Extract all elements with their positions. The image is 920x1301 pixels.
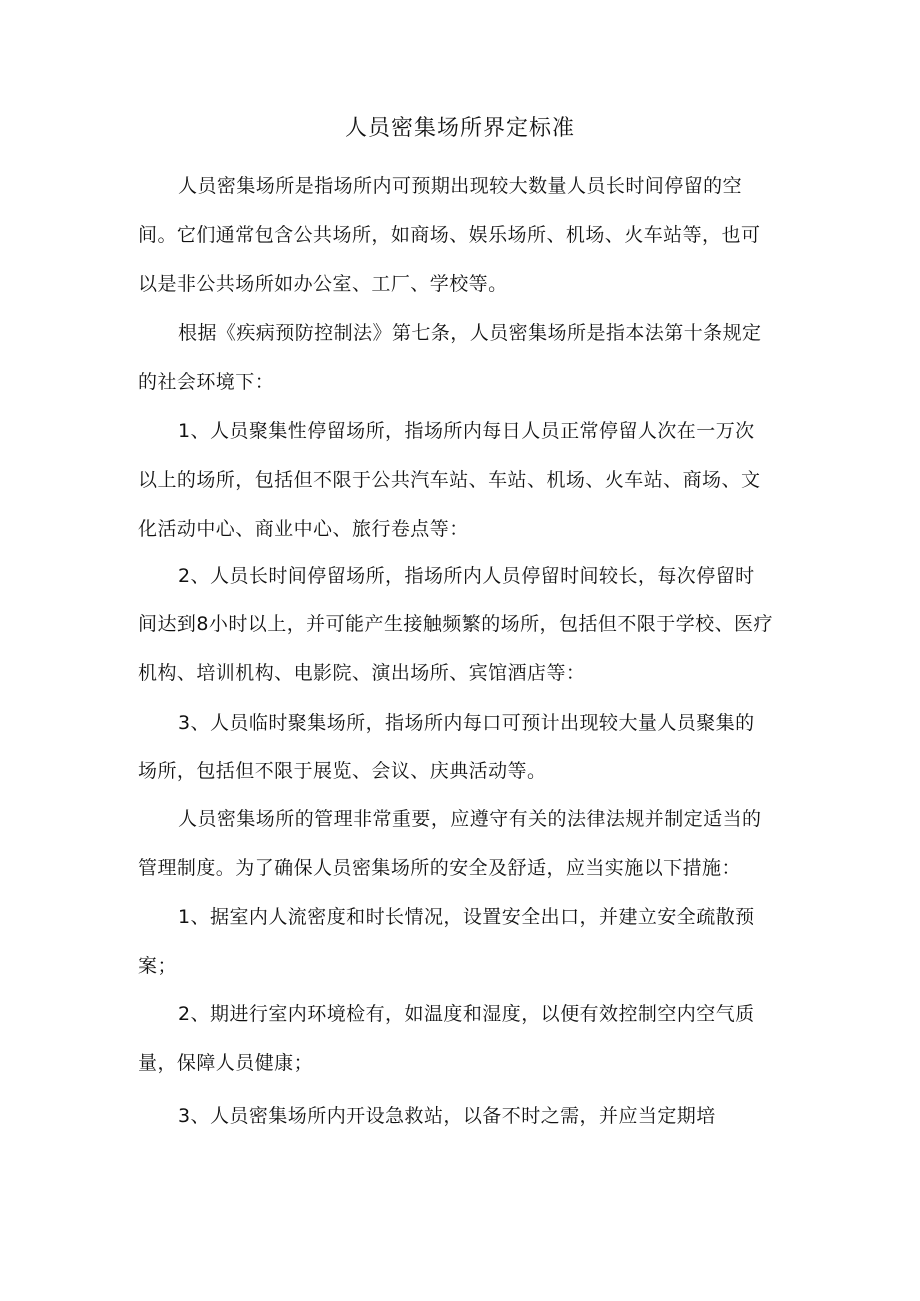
measure-item-line: 1、据室内人流密度和时长情况，设置安全出口，并建立安全疏散预 [178,906,755,928]
paragraph-line: 的社会环境下： [138,371,275,393]
measure-item-line: 量，保障人员健康； [138,1052,314,1074]
list-item-line: 1、人员聚集性停留场所，指场所内每日人员正常停留人次在一万次 [178,420,755,442]
paragraph-line: 人员密集场所的管理非常重要，应遵守有关的法律法规并制定适当的 [178,808,762,830]
list-item-line: 以上的场所，包括但不限于公共汽车站、车站、机场、火车站、商场、文 [138,469,761,491]
paragraph-line: 间。它们通常包含公共场所，如商场、娱乐场所、机场、火车站等，也可 [138,224,761,246]
paragraph-line: 以是非公共场所如办公室、工厂、学校等。 [138,273,508,295]
measure-item-line: 案； [138,955,177,977]
list-item-line: 2、人员长时间停留场所，指场所内人员停留时间较长，每次停留时 [178,565,755,587]
measure-item-line: 3、人员密集场所内开设急救站，以备不时之需，并应当定期培 [178,1105,716,1127]
paragraph-line: 管理制度。为了确保人员密集场所的安全及舒适，应当实施以下措施： [138,857,741,879]
paragraph-line: 根据《疾病预防控制法》第七条，人员密集场所是指本法第十条规定 [178,322,762,344]
list-item-line: 3、人员临时聚集场所，指场所内每口可预计出现较大量人员聚集的 [178,712,755,734]
document-title: 人员密集场所界定标准 [344,116,575,141]
list-item-line: 场所，包括但不限于展览、会议、庆典活动等。 [138,760,547,782]
list-item-line: 化活动中心、商业中心、旅行卷点等： [138,518,469,540]
paragraph-line: 人员密集场所是指场所内可预期出现较大数量人员长时间停留的空 [178,175,743,197]
measure-item-line: 2、期进行室内环境检有，如温度和湿度，以便有效控制空内空气质 [178,1003,755,1025]
list-item-line: 间达到8小时以上，并可能产生接触频繁的场所，包括但不限于学校、医疗 [138,613,773,635]
list-item-line: 机构、培训机构、电影院、演出场所、宾馆酒店等： [138,662,586,684]
